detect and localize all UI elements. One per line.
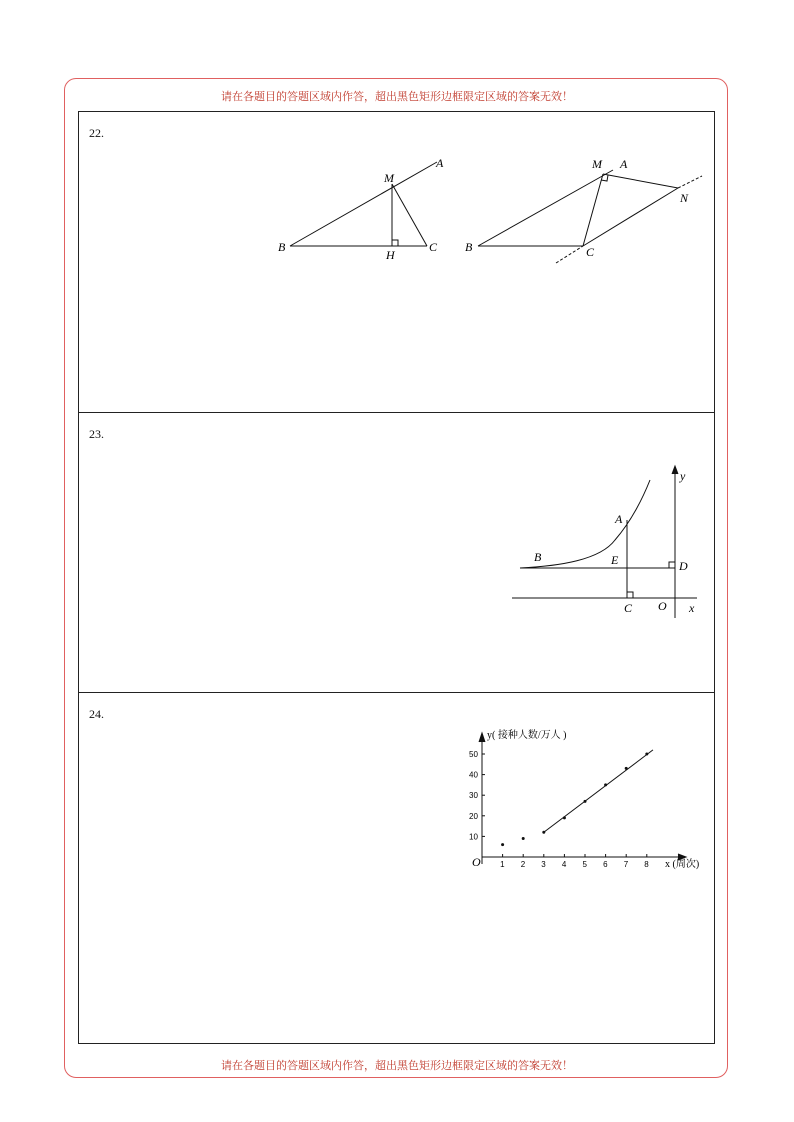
label-b: B <box>278 240 286 254</box>
data-point <box>542 831 545 834</box>
y-tick-label: 20 <box>469 811 478 821</box>
data-point <box>501 843 504 846</box>
data-point <box>522 837 525 840</box>
y-tick-label: 40 <box>469 770 478 780</box>
y-tick-label: 10 <box>469 832 478 842</box>
label-n: N <box>680 191 689 205</box>
label-x: x <box>689 601 695 615</box>
label-a: A <box>615 512 623 526</box>
label-d: D <box>679 559 688 573</box>
y-arrow <box>479 733 485 742</box>
data-point <box>645 753 648 756</box>
x-tick-label: 2 <box>520 860 526 869</box>
y-axis-label: y( 接种人数/万人 ) <box>487 730 567 741</box>
data-point <box>625 767 628 770</box>
label-e: E <box>611 553 619 567</box>
data-point <box>563 816 566 819</box>
label-h: H <box>386 248 395 262</box>
data-point <box>584 800 587 803</box>
question-number: 23. <box>89 427 104 441</box>
notice-bottom: 请在各题目的答题区域内作答，超出黑色矩形边框限定区域的答案无效！ <box>221 1059 573 1072</box>
label-c: C <box>586 245 595 259</box>
label-b: B <box>465 240 473 254</box>
notice-top: 请在各题目的答题区域内作答，超出黑色矩形边框限定区域的答案无效！ <box>221 90 573 103</box>
x-tick-label: 8 <box>644 860 649 869</box>
x-tick-label: 1 <box>500 860 505 869</box>
y-tick-label: 50 <box>469 750 478 759</box>
x-tick-label: 4 <box>561 860 567 869</box>
x-tick-label: 3 <box>541 860 546 869</box>
x-axis-label: x (周次) <box>665 859 700 870</box>
label-m: M <box>592 157 602 171</box>
question-number: 24. <box>89 707 104 721</box>
label-o: O <box>658 599 667 613</box>
trend-line <box>544 750 653 832</box>
data-point <box>604 783 607 786</box>
label-a: A <box>620 157 628 171</box>
x-tick-label: 6 <box>603 860 608 869</box>
x-tick-label: 7 <box>623 860 629 869</box>
question-number: 22. <box>89 126 104 140</box>
label-c: C <box>624 601 633 615</box>
origin-label: O <box>472 855 481 869</box>
label-c: C <box>429 240 438 254</box>
label-b: B <box>534 550 542 564</box>
label-m: M <box>384 171 394 185</box>
y-tick-label: 30 <box>469 791 478 801</box>
x-tick-label: 5 <box>582 860 587 869</box>
label-a: A <box>436 156 444 170</box>
label-y: y <box>680 469 686 483</box>
